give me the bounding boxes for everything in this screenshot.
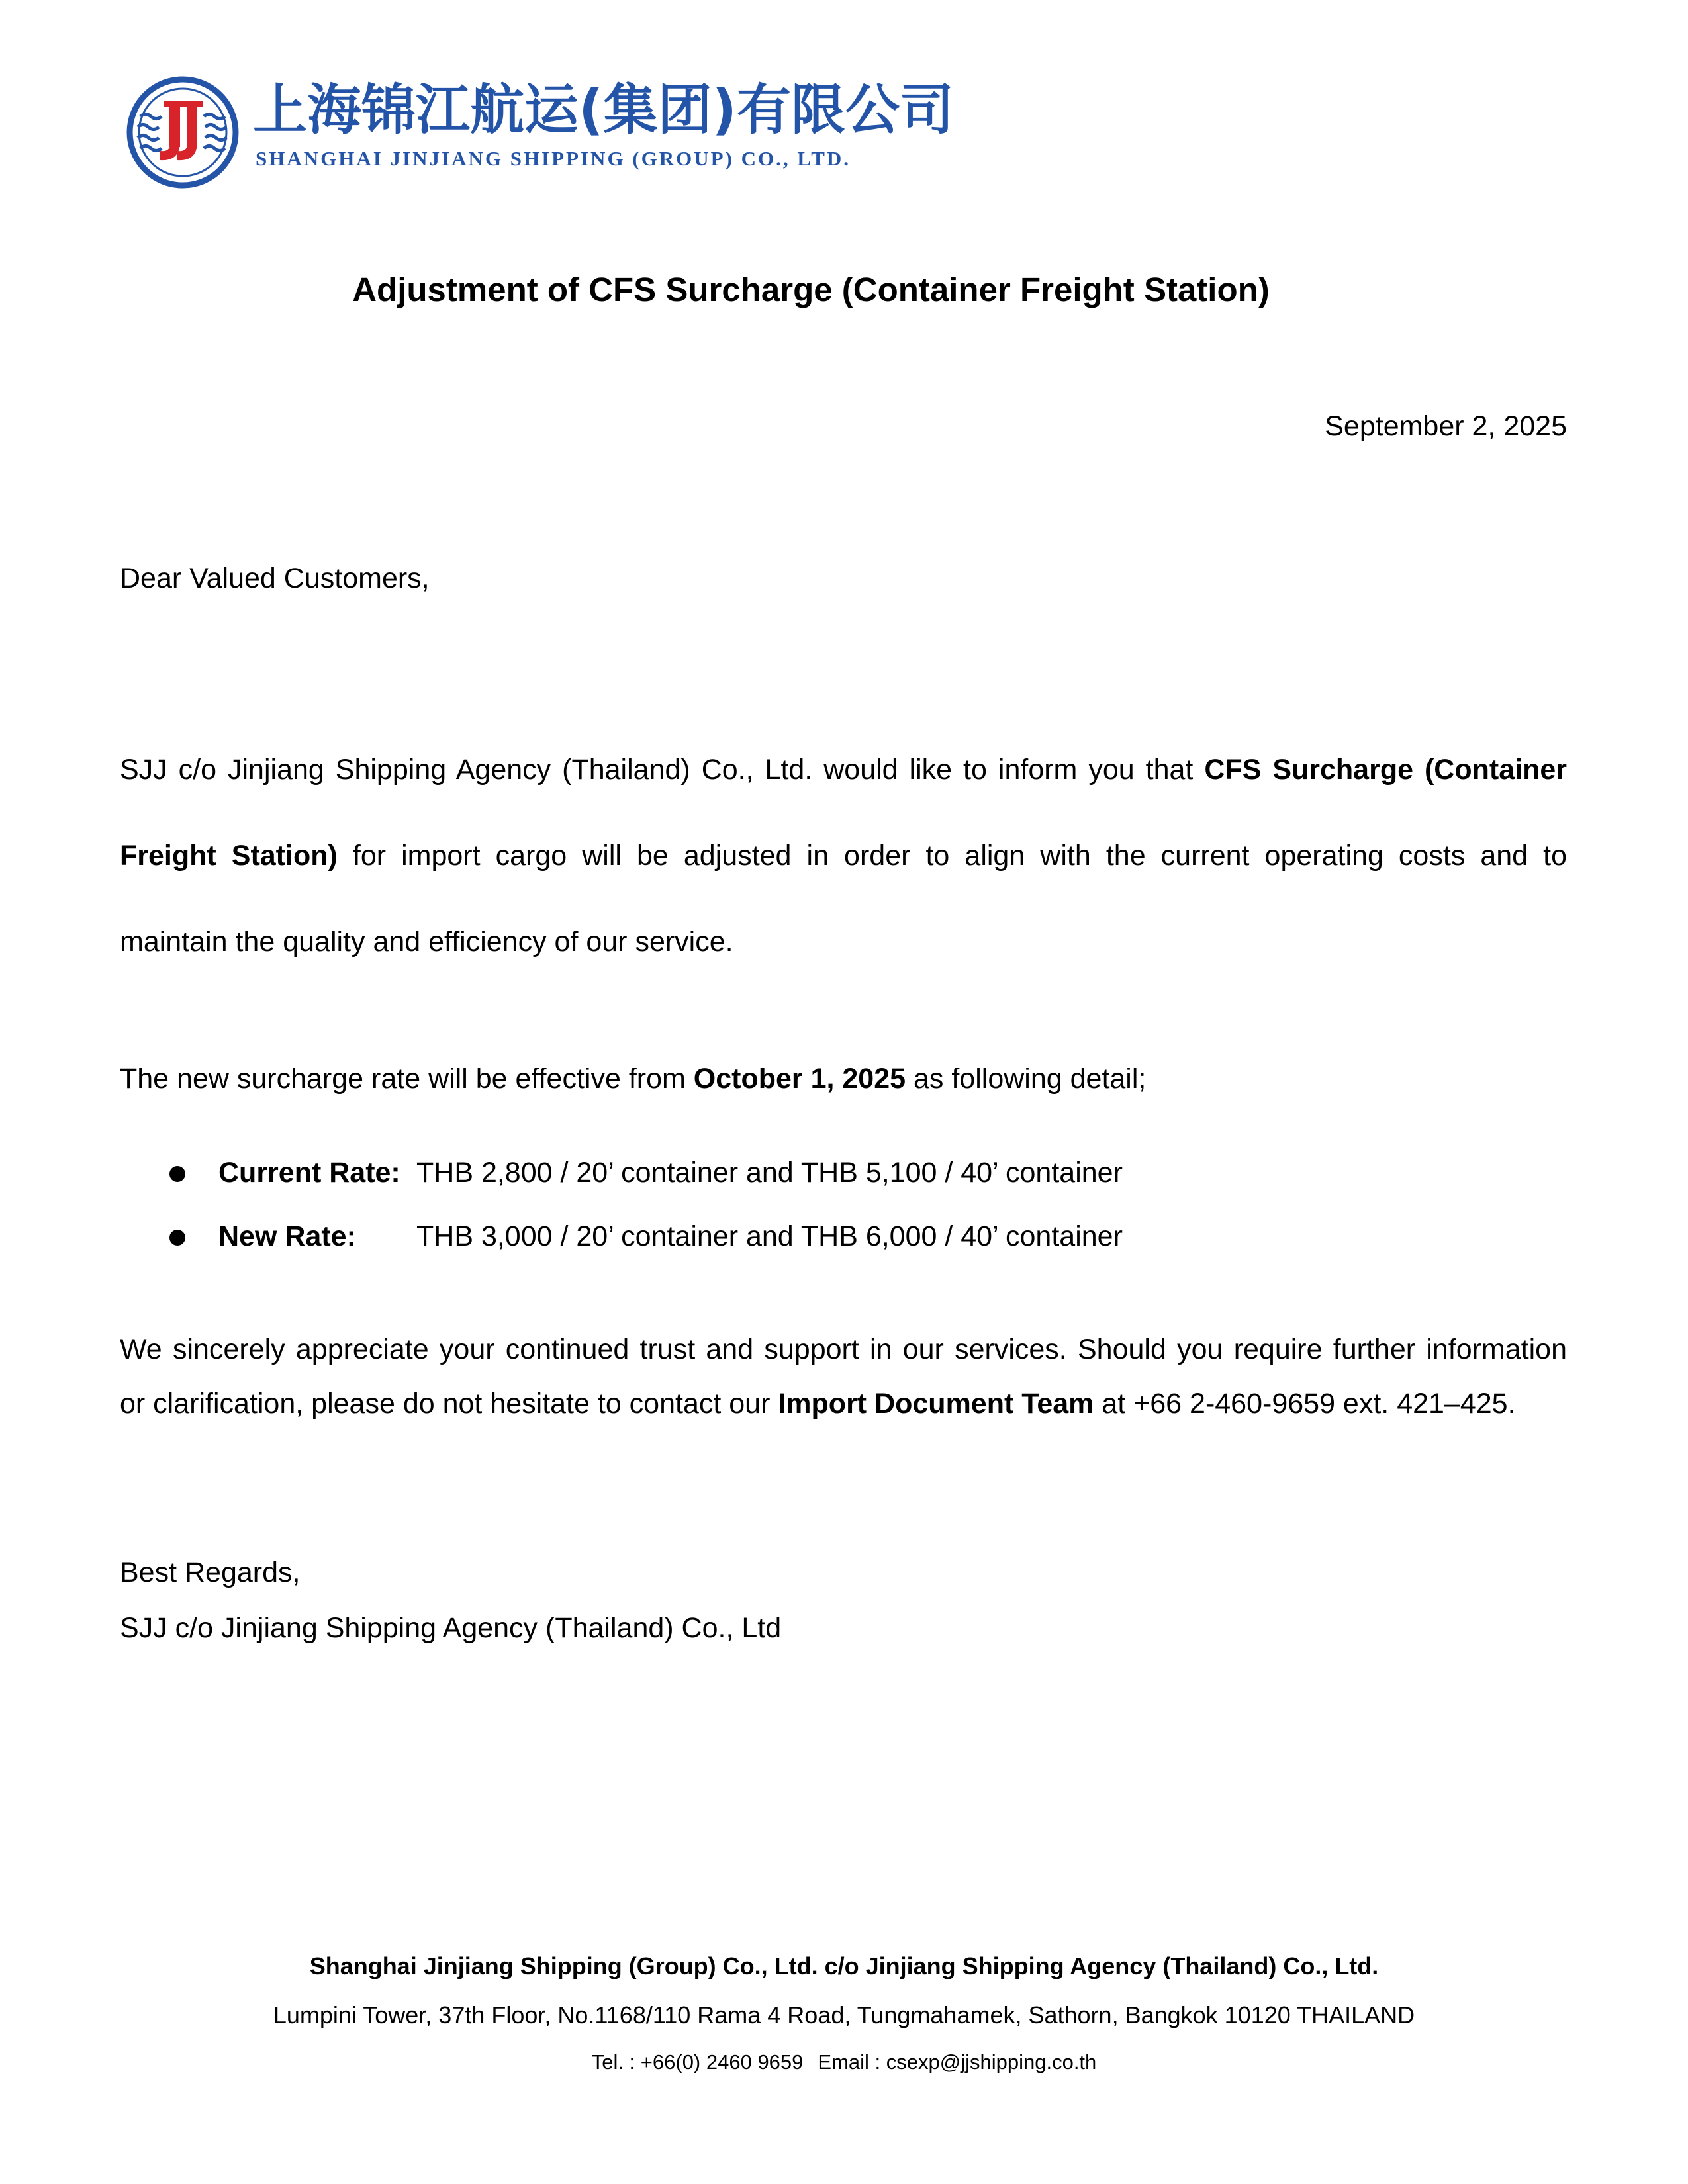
- footer-tel: Tel. : +66(0) 2460 9659: [591, 2050, 804, 2073]
- closing-block: [120, 1545, 781, 1656]
- closing-regards: Best Regards,: [120, 1557, 301, 1588]
- contact-text: or clarification, please do not hesitate to contact our: [120, 1388, 778, 1420]
- rate-value: THB 2,800 / 20’ container and THB 5,100 / 40’ container: [416, 1157, 1123, 1189]
- company-name-chinese: 上海锦江航运(集团)有限公司: [253, 79, 954, 142]
- intro-text: for import cargo will be adjusted in order to align with the current operating costs and to: [337, 840, 1567, 872]
- effective-text: as following detail;: [906, 1063, 1147, 1095]
- rate-label: Current Rate:: [218, 1157, 400, 1189]
- bullet-icon: [169, 1166, 185, 1182]
- contact-team: Import Document Team: [778, 1388, 1094, 1420]
- intro-line-1: [120, 727, 1567, 813]
- intro-text: SJJ c/o Jinjiang Shipping Agency (Thailand) Co., Ltd. would like to inform you that: [120, 754, 1205, 786]
- effective-date: October 1, 2025: [693, 1063, 906, 1095]
- contact-line-1: We sincerely appreciate your continued trust and support in our services. Should you require further information: [120, 1334, 1567, 1365]
- intro-line-3: maintain the quality and efficiency of our service.: [120, 926, 733, 958]
- bullet-icon: [169, 1230, 185, 1246]
- footer-address: Lumpini Tower, 37th Floor, No.1168/110 Rama 4 Road, Tungmahamek, Sathorn, Bangkok 10120 THAILAND: [273, 2001, 1415, 2028]
- intro-emphasis: CFS Surcharge (Container: [1204, 754, 1567, 786]
- intro-line-2: [120, 813, 1567, 899]
- footer-company: Shanghai Jinjiang Shipping (Group) Co., Ltd. c/o Jinjiang Shipping Agency (Thailand) Co., Ltd.: [309, 1952, 1379, 1979]
- intro-emphasis: Freight Station): [120, 840, 338, 872]
- letterhead: [126, 74, 954, 193]
- footer-email: Email : csexp@jjshipping.co.th: [818, 2050, 1097, 2073]
- effective-text: The new surcharge rate will be effective from: [120, 1063, 694, 1095]
- intro-paragraph: [120, 727, 1567, 985]
- salutation: Dear Valued Customers,: [120, 563, 430, 594]
- rate-label: New Rate:: [218, 1220, 356, 1252]
- company-name-english: SHANGHAI JINJIANG SHIPPING (GROUP) CO., LTD.: [256, 147, 851, 170]
- rate-value: THB 3,000 / 20’ container and THB 6,000 / 40’ container: [416, 1220, 1123, 1252]
- contact-paragraph: [120, 1322, 1567, 1431]
- document-title: Adjustment of CFS Surcharge (Container Freight Station): [352, 271, 1270, 308]
- letter-date: September 2, 2025: [1325, 410, 1567, 442]
- jj-wave-emblem-icon: [126, 75, 240, 189]
- contact-line-2: [120, 1377, 1567, 1431]
- effective-date-paragraph: [120, 1063, 1146, 1095]
- contact-phone: at +66 2-460-9659 ext. 421–425.: [1094, 1388, 1516, 1420]
- closing-signer: SJJ c/o Jinjiang Shipping Agency (Thailand) Co., Ltd: [120, 1612, 782, 1644]
- footer-contact: [0, 2050, 1688, 2074]
